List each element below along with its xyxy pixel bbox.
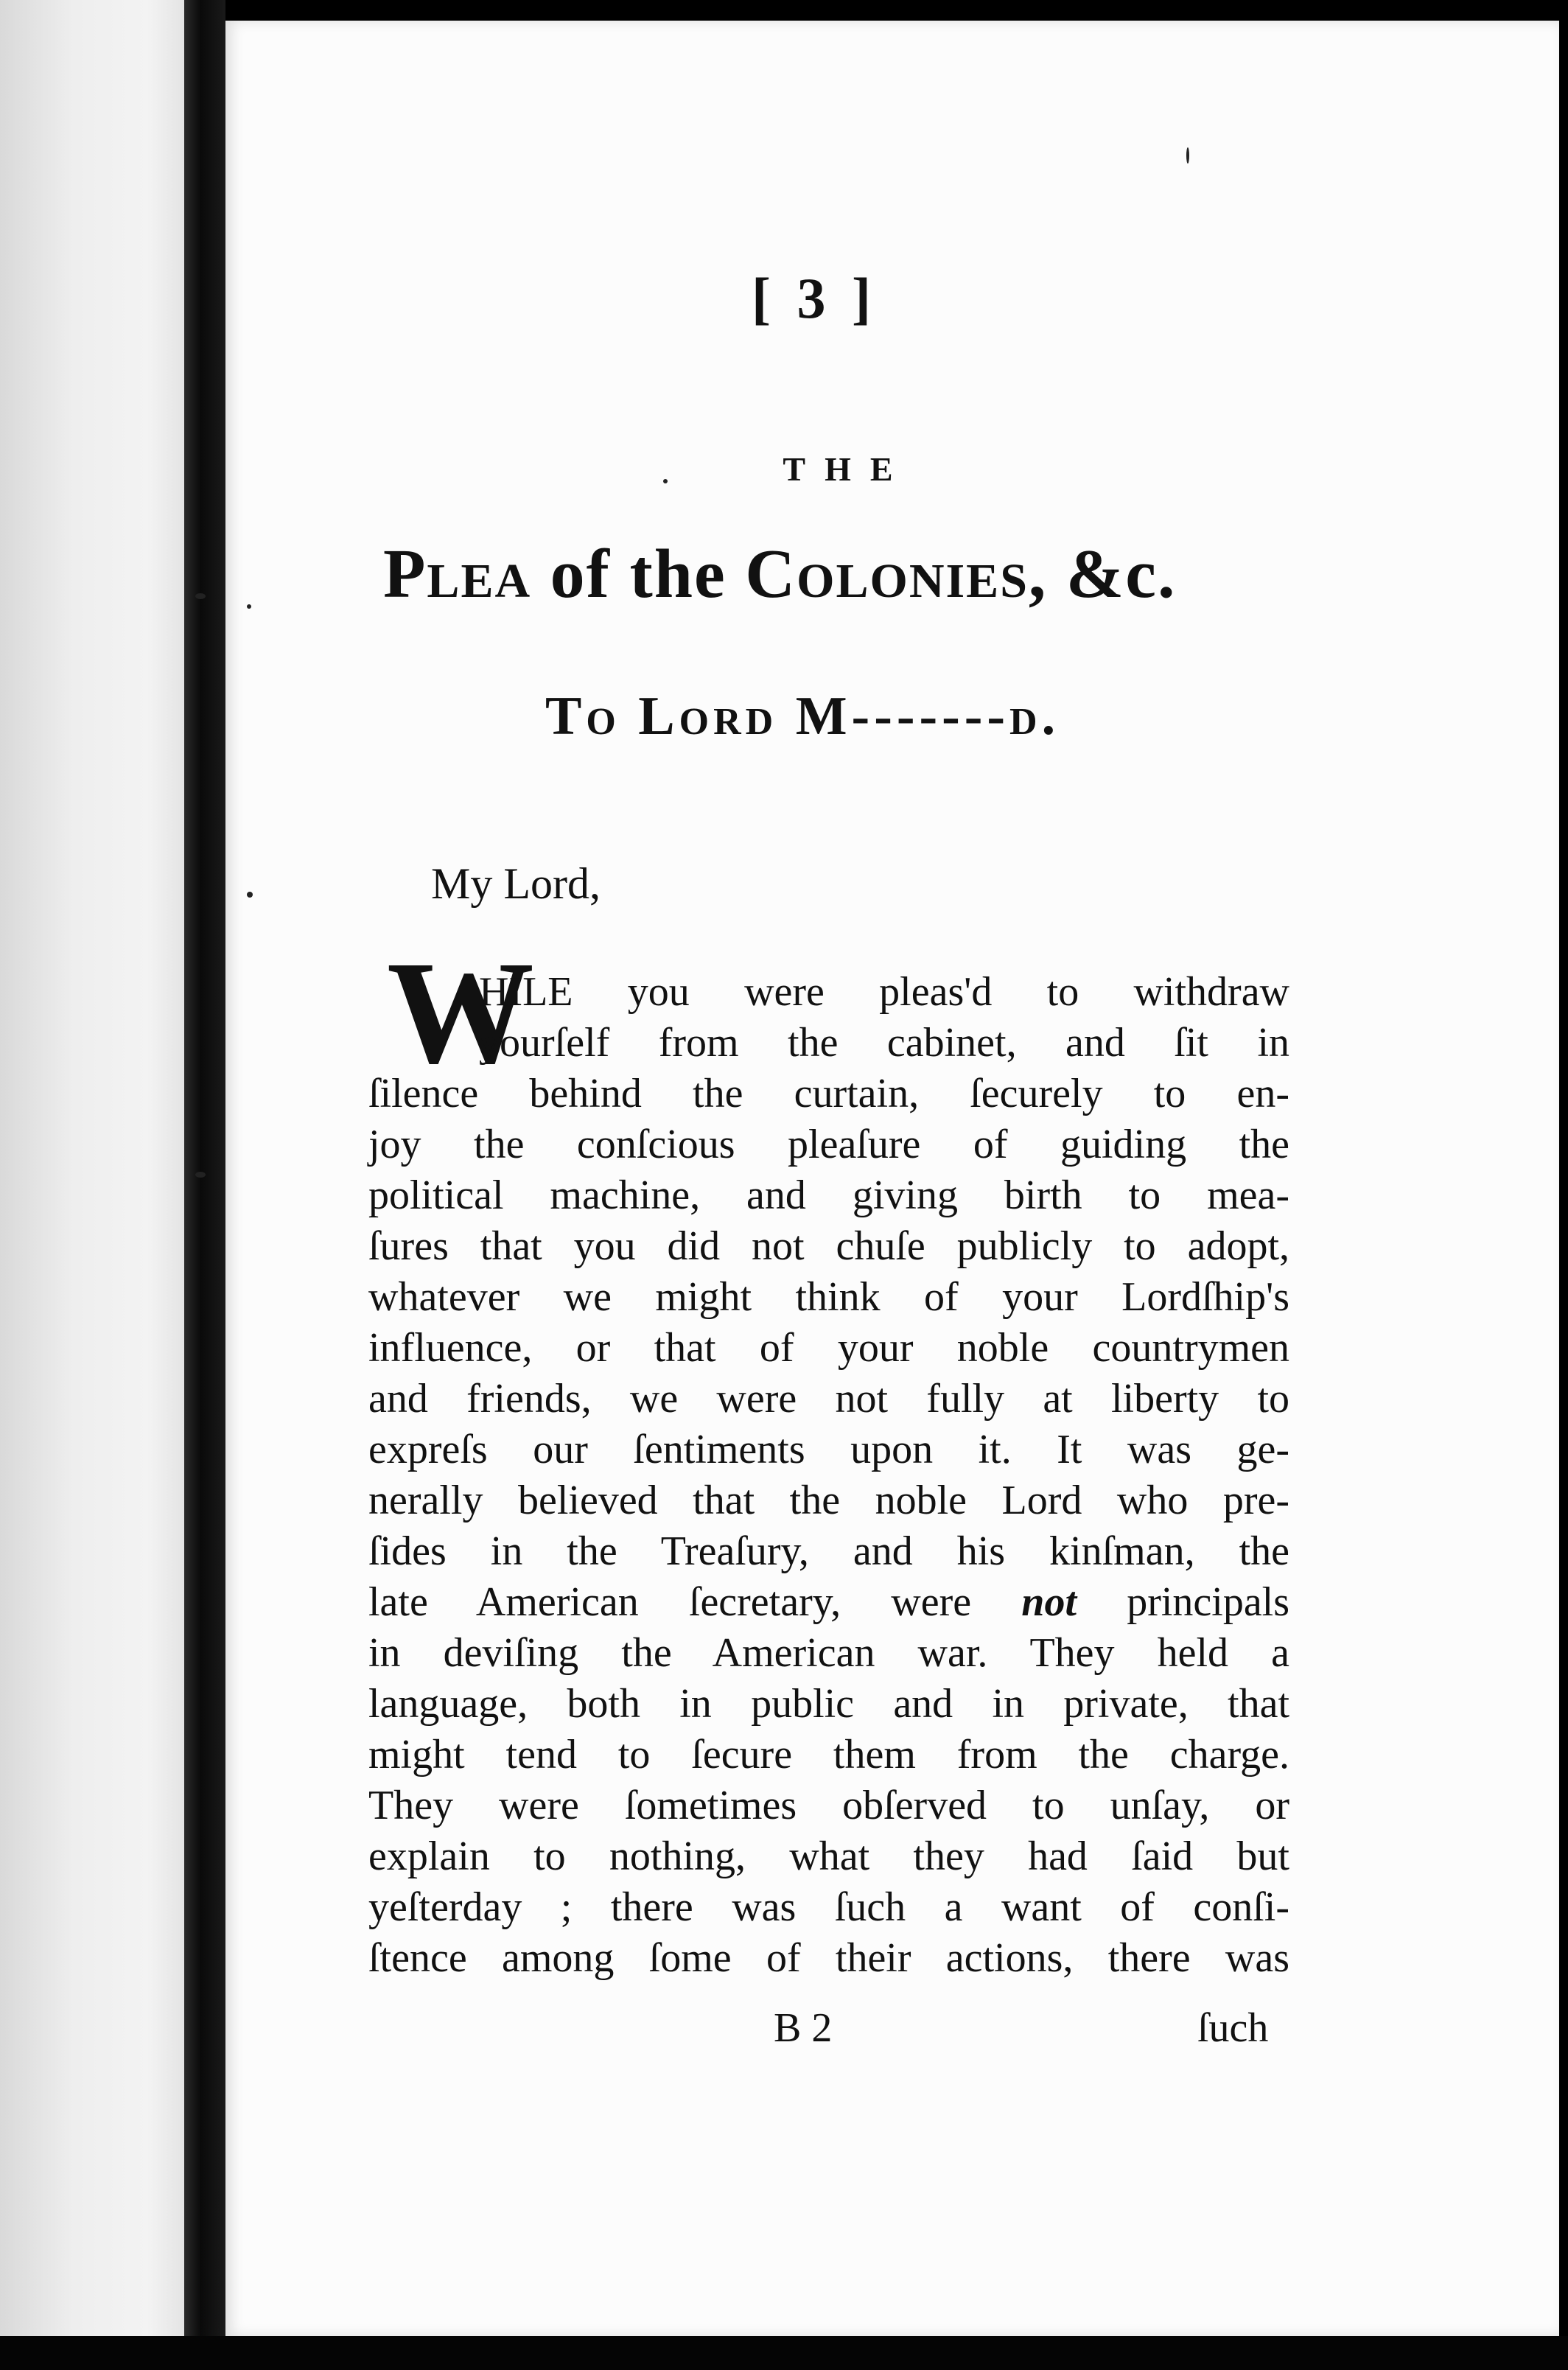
text-line: HILE you were pleas'd to withdraw xyxy=(479,969,1289,1015)
text-line: ſides in the Treaſury, and his kinſman, the xyxy=(368,1528,1289,1574)
text-line: expreſs our ſentiments upon it. It was ge- xyxy=(368,1427,1289,1472)
page-number: [ 3 ] xyxy=(752,266,877,330)
text-line: They were ſometimes obſerved to unſay, or xyxy=(368,1783,1289,1828)
line-start: late American ſecretary, were xyxy=(368,1579,972,1625)
italic-not: not xyxy=(1021,1579,1077,1625)
scan-speck xyxy=(195,1172,206,1178)
title-initial-p: P xyxy=(383,536,427,612)
text-line: explain to nothing, what they had ſaid but xyxy=(368,1834,1289,1879)
scan-speck xyxy=(663,479,668,483)
text-line: in deviſing the American war. They held a xyxy=(368,1630,1289,1676)
text-line: political machine, and giving birth to mea- xyxy=(368,1172,1289,1218)
text-line: might tend to ſecure them from the charge. xyxy=(368,1732,1289,1778)
text-line: nerally believed that the noble Lord who pre- xyxy=(368,1478,1289,1523)
scan-speck xyxy=(1186,147,1189,164)
text-line: influence, or that of your noble countrymen xyxy=(368,1325,1289,1371)
title-initial-c: C xyxy=(745,536,797,612)
salutation: My Lord, xyxy=(431,859,601,908)
line-end: principals xyxy=(1127,1579,1290,1625)
text-line: ſilence behind the curtain, ſecurely to en- xyxy=(368,1071,1289,1116)
heading-the: THE xyxy=(783,450,912,488)
title-etc: &c. xyxy=(1065,536,1177,612)
text-line: and friends, we were not fully at liberty to xyxy=(368,1376,1289,1422)
text-line: yeſterday ; there was ſuch a want of conſi- xyxy=(368,1884,1289,1930)
scan-speck xyxy=(195,593,206,599)
signature-mark: B 2 xyxy=(774,2005,833,2051)
title-plea: lea xyxy=(427,536,532,612)
drop-cap: W xyxy=(387,931,534,1094)
text-line: joy the conſcious pleaſure of guiding the xyxy=(368,1122,1289,1167)
text-line: whatever we might think of your Lordſhip's xyxy=(368,1274,1289,1320)
catchword: ſuch xyxy=(1197,2005,1269,2051)
text-line: language, both in public and in private, that xyxy=(368,1681,1289,1727)
address-line: To Lord M-------d. xyxy=(545,686,1060,747)
scan-speck xyxy=(247,892,253,898)
text-line: yourſelf from the cabinet, and ſit in xyxy=(479,1020,1289,1066)
scan-speck xyxy=(247,604,251,609)
body-text xyxy=(368,967,1289,1984)
text-line-with-italic xyxy=(368,1577,1289,1628)
text-line: ſures that you did not chuſe publicly to adopt, xyxy=(368,1223,1289,1269)
page-title xyxy=(383,534,1341,614)
title-colonies: olonies, xyxy=(797,536,1048,612)
text-line: ſtence among ſome of their actions, there was xyxy=(368,1935,1289,1981)
title-of-the: of the xyxy=(550,536,727,612)
